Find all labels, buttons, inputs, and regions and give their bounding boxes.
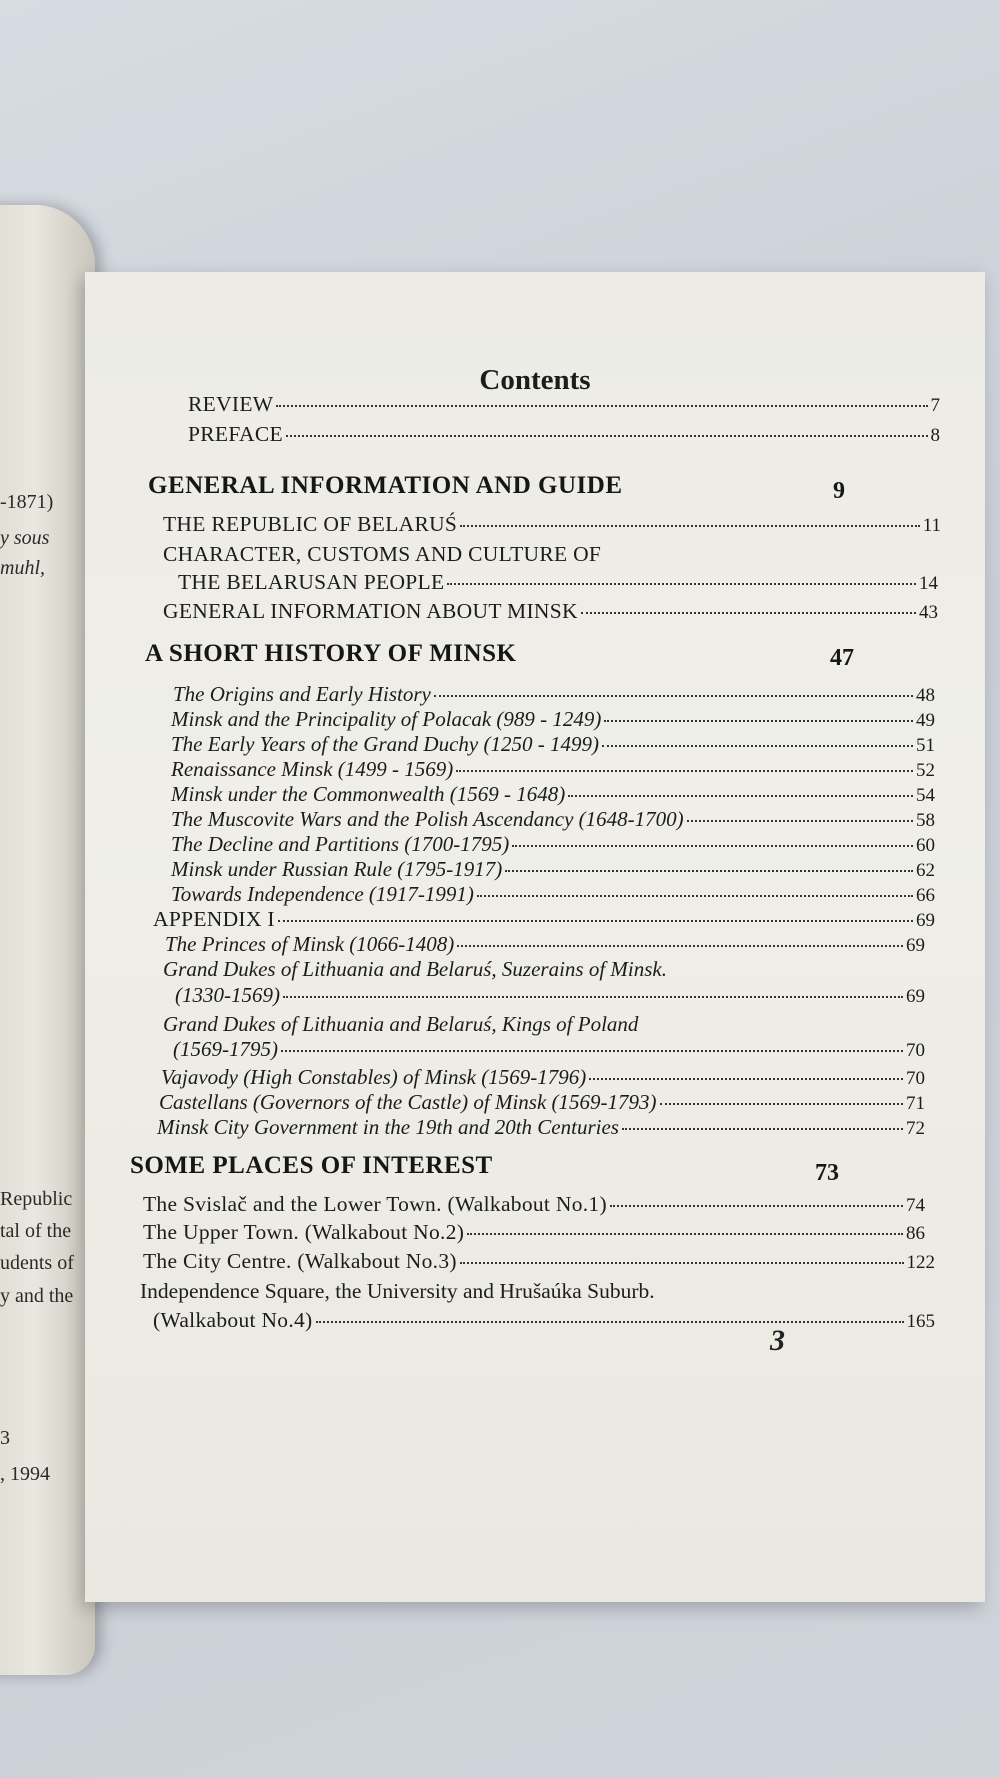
toc-entry-page: 7: [930, 395, 940, 416]
section-heading: A SHORT HISTORY OF MINSK: [145, 640, 517, 667]
toc-entry-page: 14: [919, 573, 938, 594]
toc-entry-title: REVIEW: [188, 392, 274, 416]
toc-entry-title: The Svislač and the Lower Town. (Walkabout No.1): [143, 1192, 607, 1216]
toc-entry: [153, 907, 935, 932]
toc-entry: [171, 882, 935, 907]
toc-entry-page: 71: [906, 1093, 925, 1114]
toc-entry-page: 60: [916, 835, 935, 856]
toc-entry-page: 70: [906, 1068, 925, 1089]
left-page-fragment: y and the: [0, 1285, 74, 1307]
section-page: 9: [833, 478, 845, 504]
dot-leader: [505, 870, 913, 872]
toc-entry-page: 62: [916, 860, 935, 881]
toc-entry-page: 49: [916, 710, 935, 731]
toc-entry-title-line1: Grand Dukes of Lithuania and Belaruś, Kings of Poland: [163, 1012, 639, 1036]
toc-entry: [157, 1115, 925, 1140]
dot-leader: [581, 612, 916, 614]
dot-leader: [589, 1078, 903, 1080]
toc-entry-title-line2: THE BELARUSAN PEOPLE: [178, 570, 445, 594]
toc-entry-page: 70: [906, 1040, 925, 1061]
toc-entry-title-line1: Independence Square, the University and Hrušaúka Suburb.: [140, 1279, 655, 1303]
toc-entry-page: 48: [916, 685, 935, 706]
section-page: 47: [830, 645, 854, 671]
dot-leader: [316, 1321, 904, 1323]
left-page-fragment: muhl,: [0, 557, 45, 579]
left-page-fragment: -1871): [0, 491, 54, 513]
toc-entry: [171, 757, 935, 782]
toc-entry-page: 69: [916, 910, 935, 931]
left-page-fragment: , 1994: [0, 1463, 50, 1485]
toc-entry-page: 69: [906, 986, 925, 1007]
contents-heading: Contents: [479, 364, 591, 396]
page-number: 3: [770, 1324, 785, 1357]
toc-entry-title: The Origins and Early History: [173, 682, 431, 706]
toc-entry-title: Towards Independence (1917-1991): [171, 882, 474, 906]
dot-leader: [568, 795, 913, 797]
toc-entry-title: PREFACE: [188, 422, 283, 446]
toc-entry-title: The Early Years of the Grand Duchy (1250 - 1499): [171, 732, 599, 756]
appendix-title: APPENDIX I: [153, 907, 275, 931]
toc-entry: [171, 782, 935, 807]
dot-leader: [278, 920, 913, 922]
toc-entry-title: The Upper Town. (Walkabout No.2): [143, 1220, 465, 1244]
left-facing-page: [0, 205, 95, 1675]
toc-entry-page: 8: [930, 425, 940, 446]
toc-entry-page: 52: [916, 760, 935, 781]
dot-leader: [447, 583, 916, 585]
toc-entry: [143, 1192, 925, 1217]
toc-entry-title-line2: (Walkabout No.4): [153, 1308, 313, 1332]
toc-entry: [171, 832, 935, 857]
toc-entry-page: 165: [906, 1311, 935, 1332]
toc-entry: [188, 422, 940, 447]
toc-entry-title: Minsk under Russian Rule (1795-1917): [171, 857, 503, 881]
toc-entry-page: 66: [916, 885, 935, 906]
toc-entry-page: 69: [906, 935, 925, 956]
toc-entry: [178, 570, 938, 595]
dot-leader: [660, 1103, 903, 1105]
toc-entry-title-line2: (1569-1795): [173, 1037, 278, 1061]
toc-entry: [171, 857, 935, 882]
dot-leader: [286, 435, 928, 437]
toc-entry-title: Minsk and the Principality of Polacak (989 - 1249): [171, 707, 602, 731]
toc-entry-title-line1: CHARACTER, CUSTOMS AND CULTURE OF: [163, 542, 602, 566]
section-heading: GENERAL INFORMATION AND GUIDE: [148, 472, 623, 499]
toc-entry-page: 58: [916, 810, 935, 831]
dot-leader: [283, 996, 903, 998]
dot-leader: [602, 745, 913, 747]
dot-leader: [622, 1128, 903, 1130]
toc-entry-title: The City Centre. (Walkabout No.3): [143, 1249, 457, 1273]
contents-page: [85, 272, 985, 1602]
toc-entry: [163, 512, 941, 537]
dot-leader: [512, 845, 913, 847]
toc-entry: [161, 1065, 925, 1090]
dot-leader: [434, 695, 913, 697]
toc-entry-page: 74: [906, 1195, 925, 1216]
toc-entry-page: 43: [919, 602, 938, 623]
toc-entry-title: The Muscovite Wars and the Polish Ascendancy (1648-1700): [171, 807, 684, 831]
toc-entry-title: Vajavody (High Constables) of Minsk (1569-1796): [161, 1065, 587, 1089]
toc-entry: [143, 1249, 935, 1274]
left-page-fragment: udents of: [0, 1252, 74, 1274]
toc-entry: [153, 1308, 935, 1333]
toc-entry: [171, 807, 935, 832]
toc-entry: [163, 599, 938, 624]
toc-entry-title: The Princes of Minsk (1066-1408): [165, 932, 455, 956]
toc-entry: [173, 682, 935, 707]
dot-leader: [460, 525, 920, 527]
toc-entry: [171, 732, 935, 757]
toc-entry-page: 86: [906, 1223, 925, 1244]
toc-entry-title-line2: (1330-1569): [175, 983, 280, 1007]
toc-entry: [175, 983, 925, 1008]
dot-leader: [477, 895, 913, 897]
toc-entry-title: Minsk City Government in the 19th and 20th Centuries: [157, 1115, 619, 1139]
section-page: 73: [815, 1160, 839, 1186]
toc-entry-title: Minsk under the Commonwealth (1569 - 1648): [171, 782, 566, 806]
toc-entry-page: 51: [916, 735, 935, 756]
toc-entry-page: 122: [906, 1252, 935, 1273]
toc-entry-title: Renaissance Minsk (1499 - 1569): [171, 757, 454, 781]
toc-entry-page: 54: [916, 785, 935, 806]
dot-leader: [687, 820, 913, 822]
dot-leader: [281, 1050, 903, 1052]
left-page-fragment: y sous: [0, 527, 50, 549]
toc-entry: [165, 932, 925, 957]
left-page-fragment: tal of the: [0, 1220, 72, 1242]
dot-leader: [460, 1262, 904, 1264]
dot-leader: [604, 720, 913, 722]
dot-leader: [276, 405, 927, 407]
toc-entry: [188, 392, 940, 417]
section-heading: SOME PLACES OF INTEREST: [130, 1152, 493, 1179]
toc-entry: [173, 1037, 925, 1062]
dot-leader: [610, 1205, 903, 1207]
toc-entry: [143, 1220, 925, 1245]
toc-entry-title: THE REPUBLIC OF BELARUŚ: [163, 512, 458, 536]
left-page-fragment: Republic: [0, 1188, 73, 1210]
toc-entry: [159, 1090, 925, 1115]
left-page-fragment: 3: [0, 1427, 10, 1449]
toc-entry-title-line1: Grand Dukes of Lithuania and Belaruś, Suzerains of Minsk.: [163, 957, 667, 981]
dot-leader: [467, 1233, 903, 1235]
toc-entry-page: 72: [906, 1118, 925, 1139]
toc-entry-title: GENERAL INFORMATION ABOUT MINSK: [163, 599, 578, 623]
toc-entry-title: Castellans (Governors of the Castle) of Minsk (1569-1793): [159, 1090, 657, 1114]
toc-entry-page: 11: [922, 515, 941, 536]
dot-leader: [456, 770, 913, 772]
toc-entry-title: The Decline and Partitions (1700-1795): [171, 832, 510, 856]
dot-leader: [457, 945, 903, 947]
toc-entry: [171, 707, 935, 732]
